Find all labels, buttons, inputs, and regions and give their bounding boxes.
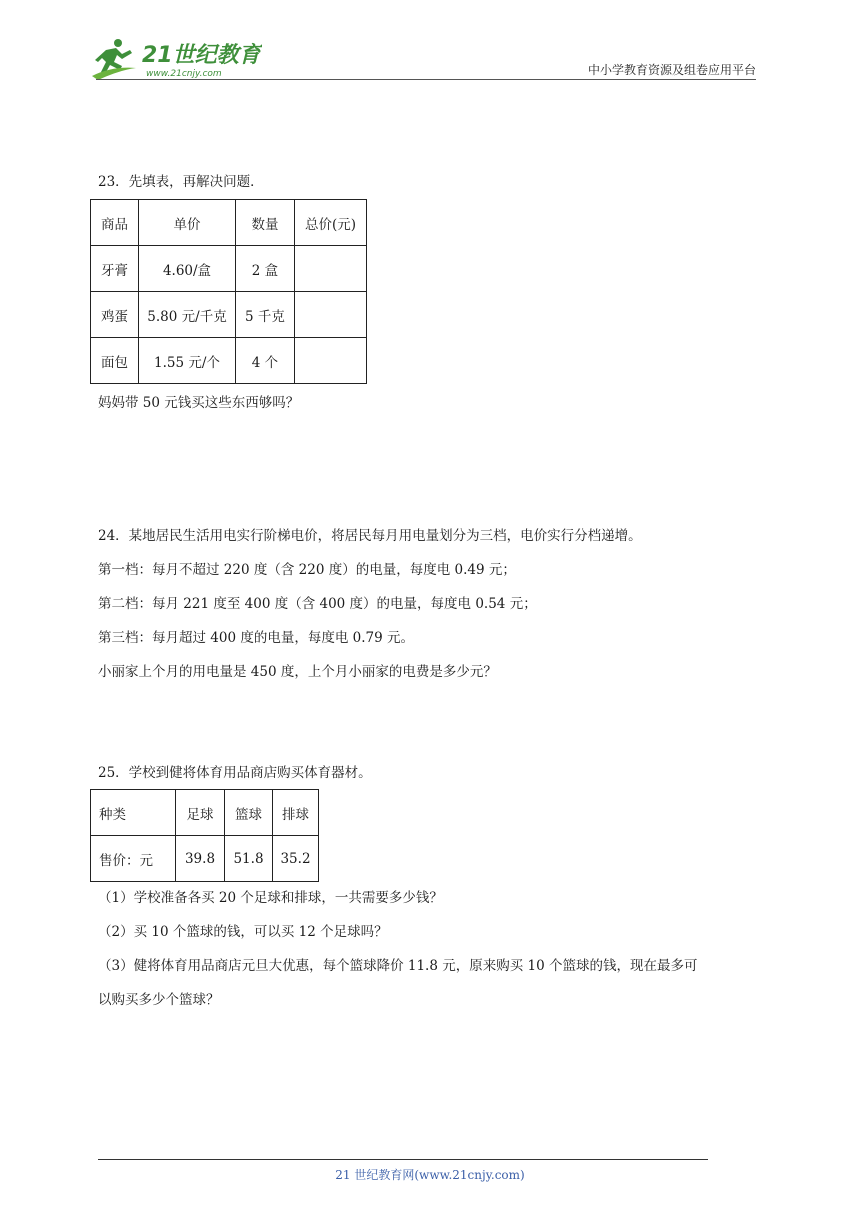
q25-title: 25．学校到健将体育用品商店购买体育器材。 (98, 765, 372, 781)
platform-name: 中小学教育资源及组卷应用平台 (587, 63, 756, 77)
table-cell: 鸡蛋 (91, 292, 139, 338)
footer-divider (98, 1159, 708, 1160)
table-cell: 4 个 (236, 338, 295, 384)
table-cell: 1.55 元/个 (139, 338, 236, 384)
q24-line-4: 第三档：每月超过 400 度的电量，每度电 0.79 元。 (98, 630, 414, 646)
q24-line-2: 第一档：每月不超过 220 度（含 220 度）的电量，每度电 0.49 元； (98, 562, 516, 578)
q23-question: 妈妈带 50 元钱买这些东西够吗？ (98, 395, 300, 411)
table-header-cell: 排球 (273, 790, 319, 836)
q25-sub-3: （3）健将体育用品商店元旦大优惠，每个篮球降价 11.8 元，原来购买 10 个篮球的钱，现在最多可 (98, 958, 698, 974)
footer-link[interactable]: 21 世纪教育网(www.21cnjy.com) (335, 1168, 525, 1182)
table-cell: 4.60/盒 (139, 246, 236, 292)
table-header-cell: 单价 (139, 200, 236, 246)
q25-sub-2: （2）买 10 个篮球的钱，可以买 12 个足球吗？ (98, 924, 388, 940)
q24-line-1: 24．某地居民生活用电实行阶梯电价，将居民每月用电量划分为三档，电价实行分档递增。 (98, 528, 642, 544)
table-row (91, 836, 319, 882)
q25-table (90, 789, 319, 882)
q25-sub-3-cont: 以购买多少个篮球？ (98, 992, 220, 1008)
table-cell-blank (295, 246, 367, 292)
table-header-cell: 足球 (176, 790, 225, 836)
table-cell: 面包 (91, 338, 139, 384)
table-cell: 售价：元 (91, 836, 176, 882)
table-row (91, 338, 367, 384)
table-cell-blank (295, 292, 367, 338)
table-cell: 5 千克 (236, 292, 295, 338)
table-header-cell: 总价(元) (295, 200, 367, 246)
q23-title: 23．先填表，再解决问题． (98, 174, 264, 190)
table-cell: 2 盒 (236, 246, 295, 292)
site-logo (92, 36, 262, 80)
q23-table (90, 199, 367, 384)
table-cell-blank (295, 338, 367, 384)
q25-sub-1: （1）学校准备各买 20 个足球和排球，一共需要多少钱？ (98, 890, 443, 906)
logo-url: www.21cnjy.com (146, 69, 222, 79)
q24-line-5: 小丽家上个月的用电量是 450 度，上个月小丽家的电费是多少元？ (98, 664, 497, 680)
logo-wordmark: 21世纪教育 (142, 43, 261, 68)
table-header-cell: 商品 (91, 200, 139, 246)
runner-icon (92, 39, 136, 80)
header-divider (96, 79, 756, 80)
table-cell: 5.80 元/千克 (139, 292, 236, 338)
table-header-row (91, 200, 367, 246)
table-cell: 牙膏 (91, 246, 139, 292)
table-row (91, 292, 367, 338)
table-header-cell: 数量 (236, 200, 295, 246)
table-header-cell: 种类 (91, 790, 176, 836)
q24-line-3: 第二档：每月 221 度至 400 度（含 400 度）的电量，每度电 0.54 元； (98, 596, 537, 612)
table-row (91, 246, 367, 292)
table-cell: 51.8 (225, 836, 273, 882)
table-header-row (91, 790, 319, 836)
table-header-cell: 篮球 (225, 790, 273, 836)
table-cell: 35.2 (273, 836, 319, 882)
table-cell: 39.8 (176, 836, 225, 882)
